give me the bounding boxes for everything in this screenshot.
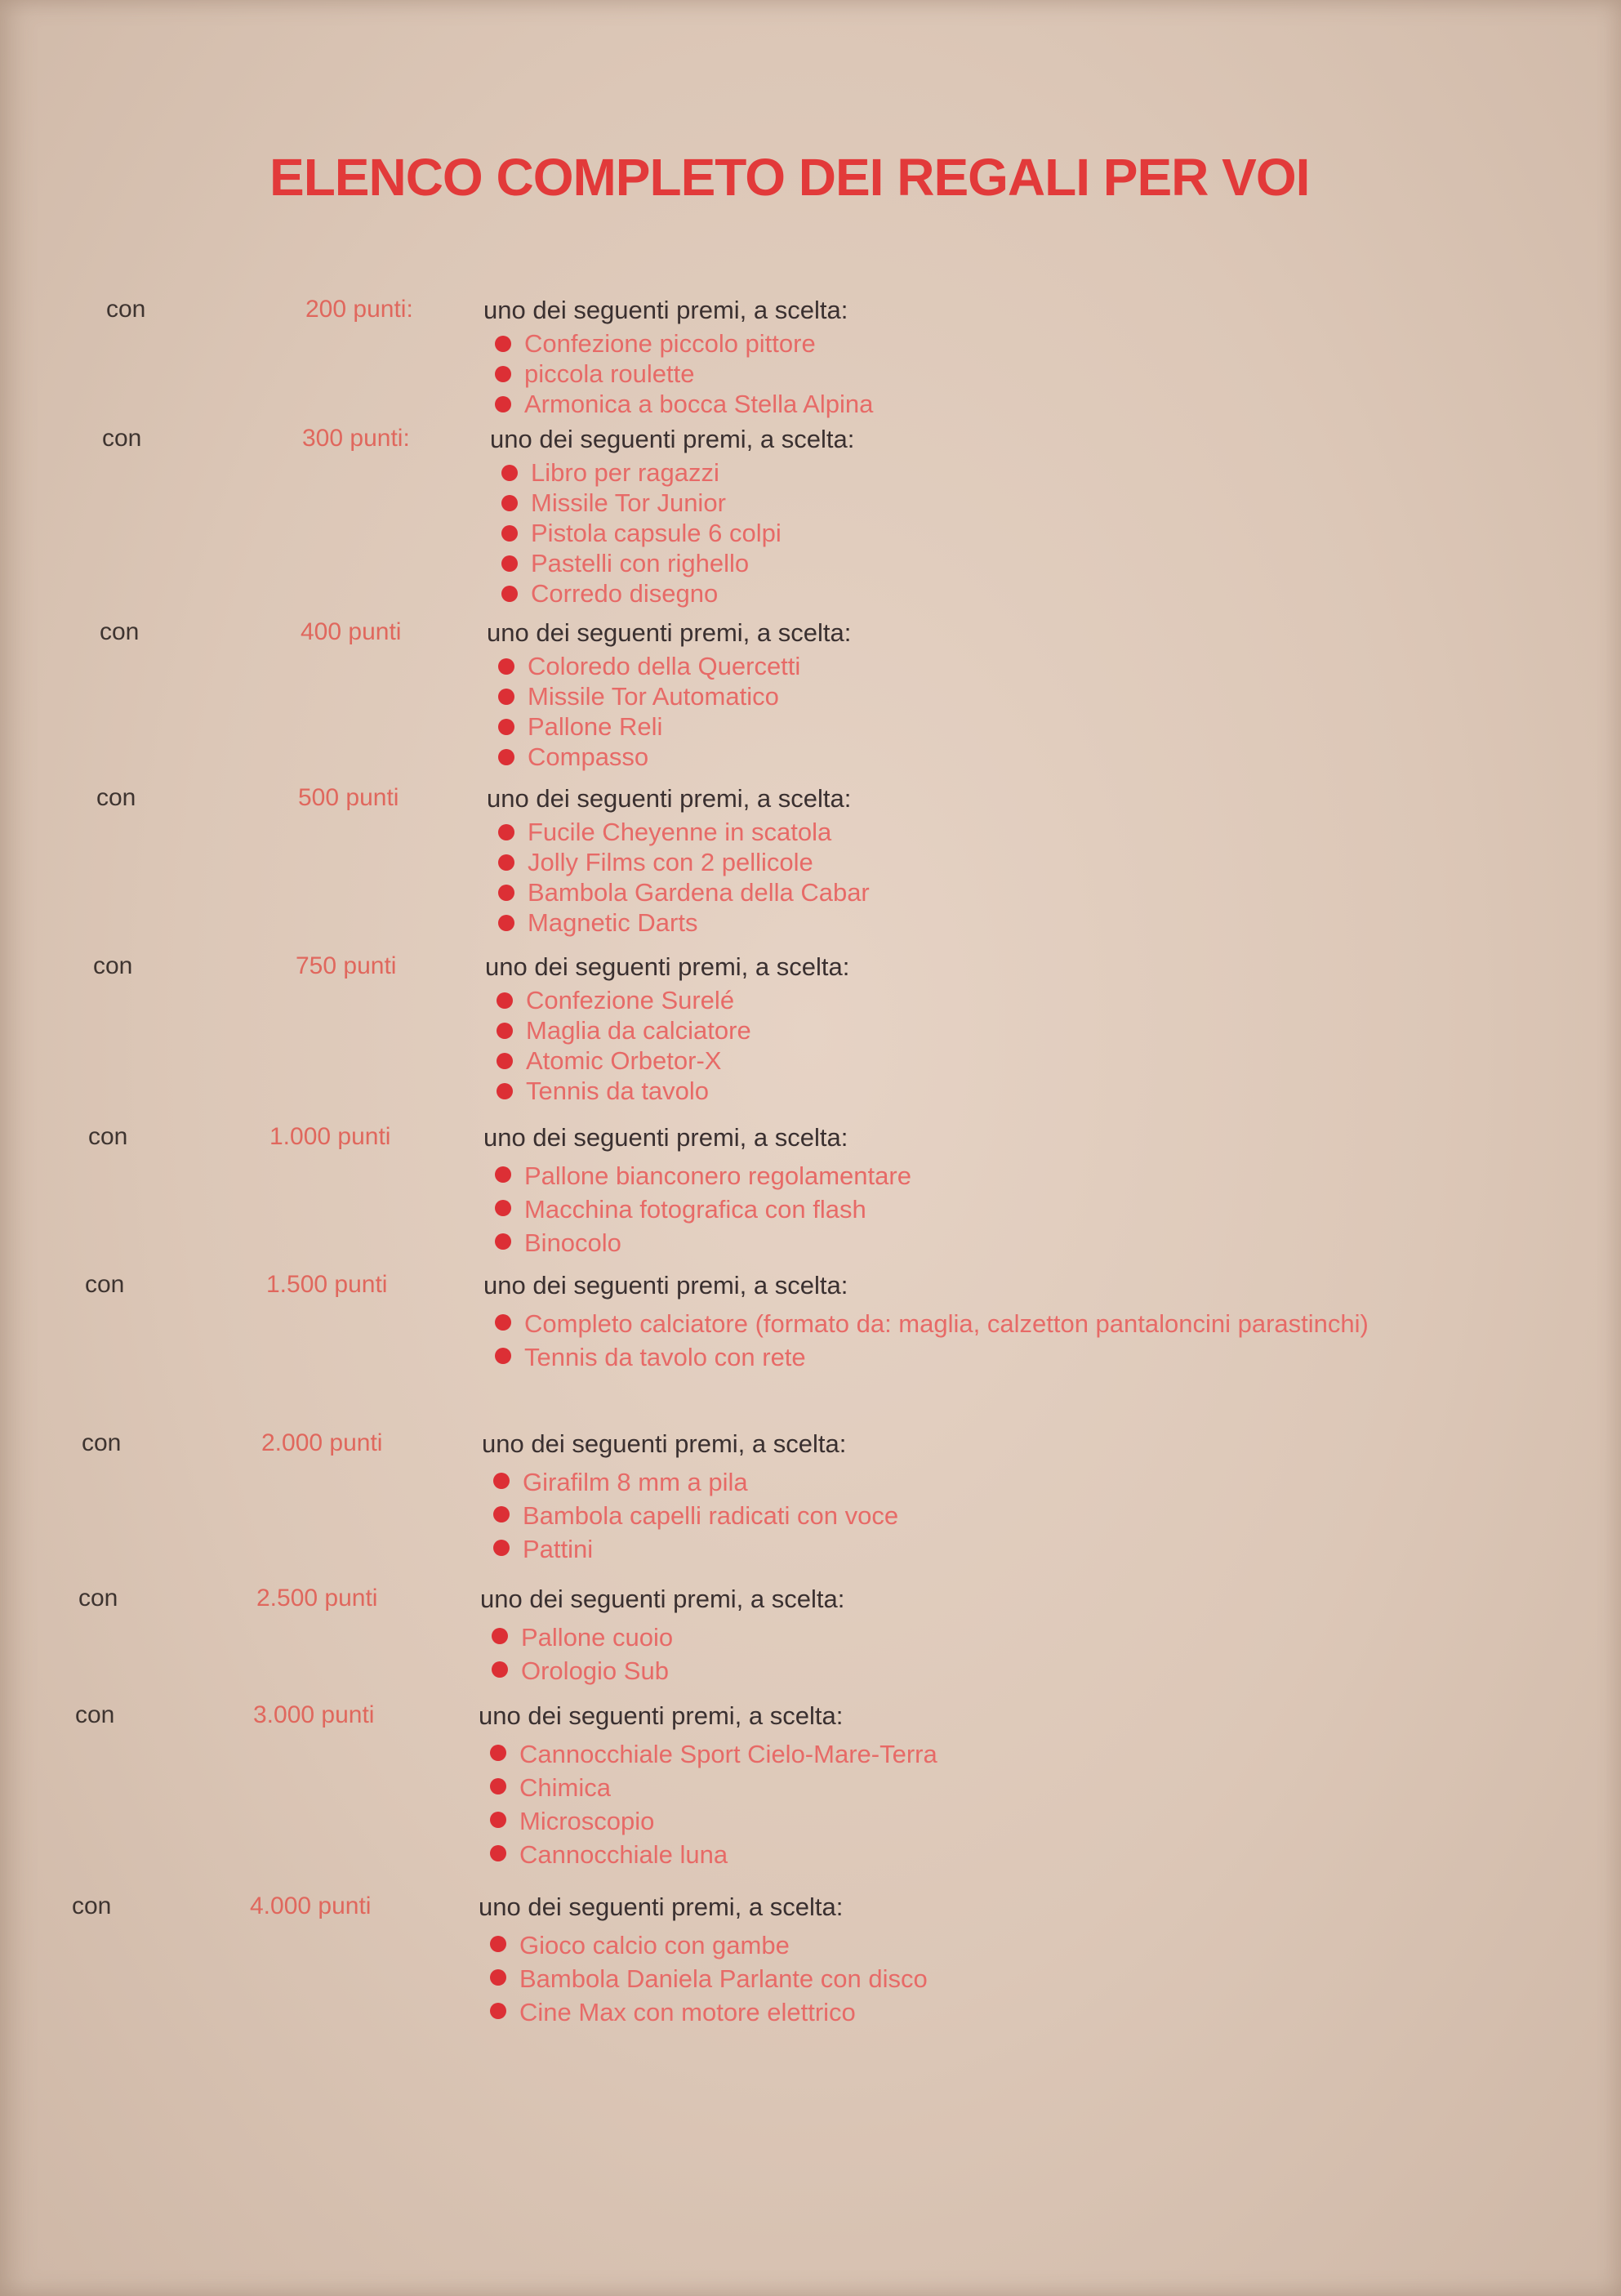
prize-items [487, 328, 873, 419]
prize-item-label: Chimica [519, 1773, 611, 1802]
bullet-icon [495, 1200, 511, 1216]
prize-item [485, 1532, 898, 1566]
points-threshold: 2.000 punti [261, 1429, 383, 1456]
bullet-icon [497, 1083, 513, 1099]
prize-item-label: Bambola capelli radicati con voce [523, 1501, 899, 1530]
points-threshold: 1.500 punti [266, 1271, 388, 1298]
prize-item-label: piccola roulette [524, 359, 695, 388]
prize-item-label: Pastelli con righello [531, 549, 750, 577]
page-title: ELENCO COMPLETO DEI REGALI PER VOI [269, 148, 1310, 207]
bullet-icon [501, 495, 518, 511]
prize-item-label: Gioco calcio con gambe [519, 1931, 790, 1959]
prize-item [490, 877, 870, 907]
prize-item [490, 907, 870, 938]
points-threshold: 200 punti: [305, 296, 413, 323]
prize-item [493, 548, 782, 578]
prize-item-label: Armonica a bocca Stella Alpina [524, 390, 874, 418]
bullet-icon [498, 854, 514, 871]
prize-item-label: Corredo disegno [531, 579, 719, 608]
section-intro: uno dei seguenti premi, a scelta: [483, 1271, 848, 1300]
section-intro: uno dei seguenti premi, a scelta: [487, 784, 852, 813]
prize-item [490, 651, 800, 681]
bullet-icon [498, 885, 514, 901]
prize-item-label: Bambola Daniela Parlante con disco [519, 1964, 928, 1993]
points-threshold: 300 punti: [302, 425, 410, 452]
con-label: con [72, 1893, 112, 1919]
prize-item [487, 328, 873, 359]
prize-item-label: Pistola capsule 6 colpi [531, 519, 782, 547]
prize-items [487, 1307, 1610, 1374]
prize-item-label: Macchina fotografica con flash [524, 1195, 866, 1224]
bullet-icon [495, 366, 511, 382]
prize-item-label: Microscopio [519, 1807, 655, 1835]
prize-item-label: Binocolo [524, 1228, 621, 1257]
prize-item-label: Missile Tor Automatico [528, 682, 779, 711]
prize-item [488, 985, 751, 1015]
con-label: con [100, 618, 140, 645]
prize-item [485, 1499, 898, 1532]
prize-item [487, 1307, 1610, 1340]
prize-item [487, 1193, 911, 1226]
section-intro: uno dei seguenti premi, a scelta: [490, 425, 855, 453]
bullet-icon [498, 749, 514, 765]
prize-items [485, 1465, 898, 1566]
prize-item-label: Fucile Cheyenne in scatola [528, 818, 832, 846]
bullet-icon [498, 689, 514, 705]
points-threshold: 500 punti [298, 784, 399, 811]
section-intro: uno dei seguenti premi, a scelta: [483, 1123, 848, 1152]
prize-item [487, 1159, 911, 1193]
prize-item [490, 742, 800, 772]
prize-item [482, 1995, 928, 2029]
prize-item [487, 389, 873, 419]
section-intro: uno dei seguenti premi, a scelta: [479, 1893, 844, 1921]
prize-item-label: Bambola Gardena della Cabar [528, 878, 870, 907]
prize-item-label: Compasso [528, 742, 649, 771]
prize-item [487, 1226, 911, 1259]
bullet-icon [501, 586, 518, 602]
prize-item-label: Girafilm 8 mm a pila [523, 1468, 748, 1496]
prize-item [488, 1015, 751, 1045]
bullet-icon [490, 1845, 506, 1861]
con-label: con [75, 1701, 115, 1728]
prize-items [487, 1159, 911, 1259]
bullet-icon [495, 1166, 511, 1183]
prize-item [485, 1465, 898, 1499]
bullet-icon [495, 1348, 511, 1364]
prize-item-label: Jolly Films con 2 pellicole [528, 848, 813, 876]
bullet-icon [490, 2003, 506, 2019]
con-label: con [78, 1585, 118, 1612]
con-label: con [96, 784, 136, 811]
bullet-icon [497, 1023, 513, 1039]
prize-item-label: Cine Max con motore elettrico [519, 1998, 856, 2026]
bullet-icon [493, 1473, 510, 1489]
prize-item [493, 488, 782, 518]
prize-item [483, 1621, 673, 1654]
prize-item [487, 1340, 1610, 1374]
bullet-icon [501, 555, 518, 572]
bullet-icon [495, 1233, 511, 1250]
prize-item [488, 1045, 751, 1076]
bullet-icon [501, 525, 518, 542]
prize-item-label: Pallone bianconero regolamentare [524, 1161, 911, 1190]
bullet-icon [495, 396, 511, 412]
prize-item-label: Pattini [523, 1535, 594, 1563]
con-label: con [82, 1429, 122, 1456]
points-threshold: 1.000 punti [269, 1123, 391, 1150]
points-threshold: 750 punti [296, 952, 397, 979]
prize-item [482, 1804, 937, 1838]
con-label: con [93, 952, 133, 979]
bullet-icon [495, 1314, 511, 1331]
bullet-icon [497, 992, 513, 1009]
bullet-icon [492, 1661, 508, 1678]
prize-item-label: Cannocchiale Sport Cielo-Mare-Terra [519, 1740, 937, 1768]
bullet-icon [501, 465, 518, 481]
prize-item-label: Orologio Sub [521, 1656, 669, 1685]
con-label: con [85, 1271, 125, 1298]
prize-items [482, 1737, 937, 1871]
bullet-icon [490, 1812, 506, 1828]
bullet-icon [490, 1969, 506, 1986]
bullet-icon [498, 915, 514, 931]
prize-items [488, 985, 751, 1106]
prize-item [482, 1962, 928, 1995]
section-intro: uno dei seguenti premi, a scelta: [485, 952, 850, 981]
prize-item-label: Confezione piccolo pittore [524, 329, 816, 358]
prize-item [490, 681, 800, 711]
prize-items [483, 1621, 673, 1687]
prize-item [490, 847, 870, 877]
bullet-icon [493, 1540, 510, 1556]
bullet-icon [495, 336, 511, 352]
prize-item-label: Pallone Reli [528, 712, 663, 741]
points-threshold: 400 punti [301, 618, 402, 645]
prize-item [482, 1737, 937, 1771]
bullet-icon [492, 1628, 508, 1644]
prize-item-label: Coloredo della Quercetti [528, 652, 801, 680]
con-label: con [88, 1123, 128, 1150]
section-intro: uno dei seguenti premi, a scelta: [483, 296, 848, 324]
prize-item-label: Tennis da tavolo con rete [524, 1343, 806, 1371]
prize-item-label: Atomic Orbetor-X [526, 1046, 722, 1075]
section-intro: uno dei seguenti premi, a scelta: [487, 618, 852, 647]
bullet-icon [490, 1745, 506, 1761]
prize-items [490, 651, 800, 772]
section-intro: uno dei seguenti premi, a scelta: [479, 1701, 844, 1730]
prize-item [483, 1654, 673, 1687]
prize-items [493, 457, 782, 609]
points-threshold: 3.000 punti [253, 1701, 375, 1728]
prize-item [487, 359, 873, 389]
prize-item [493, 457, 782, 488]
prize-item [488, 1076, 751, 1106]
bullet-icon [490, 1936, 506, 1952]
con-label: con [106, 296, 146, 323]
bullet-icon [498, 719, 514, 735]
prize-item-label: Confezione Surelé [526, 986, 735, 1014]
prize-item [493, 578, 782, 609]
prize-item [482, 1771, 937, 1804]
prize-item-label: Libro per ragazzi [531, 458, 719, 487]
bullet-icon [497, 1053, 513, 1069]
prize-item-label: Cannocchiale luna [519, 1840, 728, 1869]
prize-item-label: Magnetic Darts [528, 908, 698, 937]
prize-item [493, 518, 782, 548]
prize-item-label: Missile Tor Junior [531, 488, 726, 517]
prize-item-label: Maglia da calciatore [526, 1016, 751, 1045]
prize-item [482, 1928, 928, 1962]
points-threshold: 2.500 punti [256, 1585, 378, 1612]
points-threshold: 4.000 punti [250, 1893, 372, 1919]
prize-items [482, 1928, 928, 2029]
bullet-icon [493, 1506, 510, 1522]
prize-item [482, 1838, 937, 1871]
prize-item [490, 711, 800, 742]
bullet-icon [498, 824, 514, 840]
bullet-icon [490, 1778, 506, 1794]
prize-item-label: Pallone cuoio [521, 1623, 674, 1652]
con-label: con [102, 425, 142, 452]
prize-item-label: Completo calciatore (formato da: maglia, calzetton pantaloncini parastinchi) [524, 1309, 1369, 1338]
prize-items [490, 817, 870, 938]
section-intro: uno dei seguenti premi, a scelta: [480, 1585, 845, 1613]
prize-item-label: Tennis da tavolo [526, 1077, 710, 1105]
bullet-icon [498, 658, 514, 675]
section-intro: uno dei seguenti premi, a scelta: [482, 1429, 847, 1458]
prize-item [490, 817, 870, 847]
